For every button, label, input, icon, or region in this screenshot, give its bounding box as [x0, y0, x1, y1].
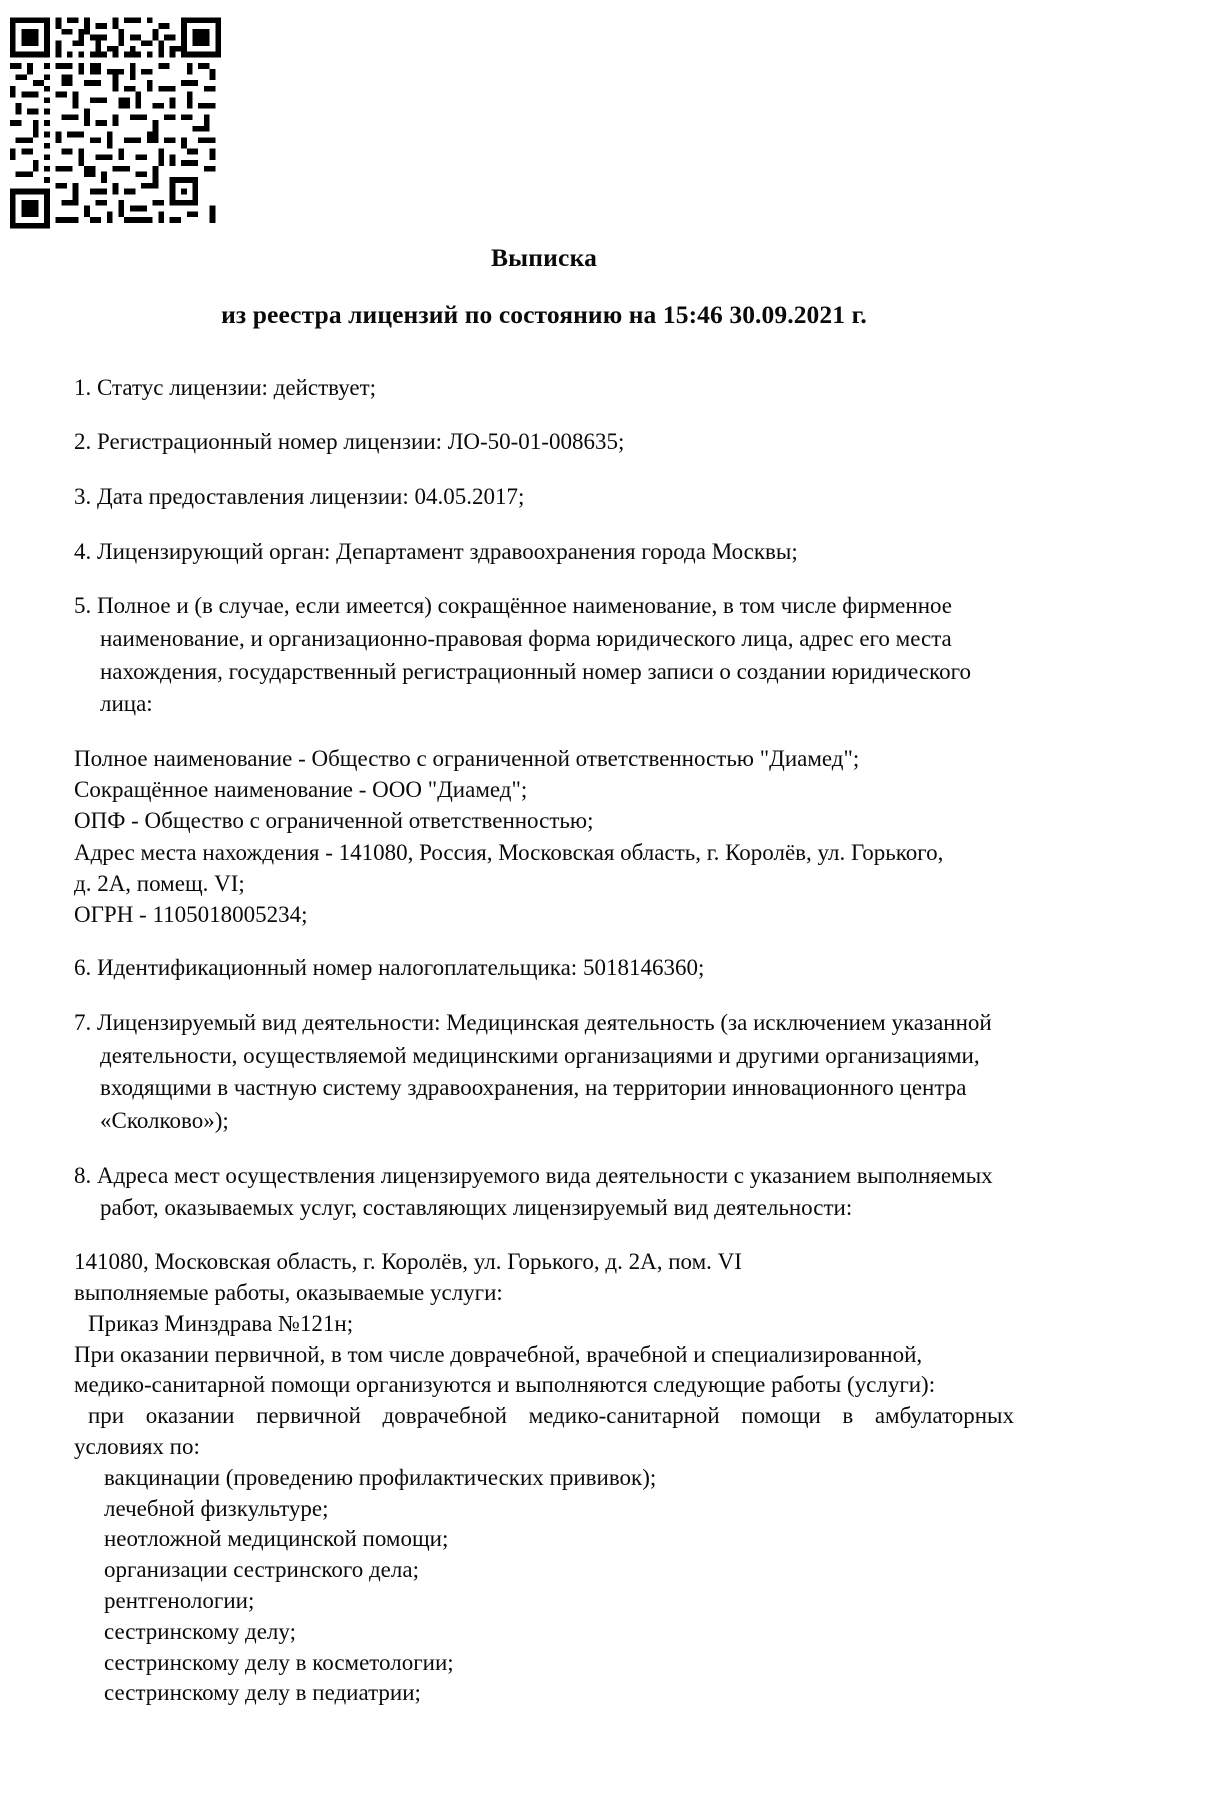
entity-address-line-2: д. 2А, помещ. VI;	[74, 870, 245, 896]
activity-address: 141080, Московская область, г. Королёв, ул. Горького, д. 2А, пом. VI	[74, 1249, 742, 1275]
service-item: неотложной медицинской помощи;	[104, 1526, 449, 1552]
item-8-activity-addresses-heading: 8. Адреса мест осуществления лицензируемого вида деятельности с указанием выполняемых работ, оказываемых услуг, составляющих лицензируемый вид деятельности:	[74, 1162, 993, 1221]
entity-details-block	[74, 743, 1014, 931]
page-subtitle: из реестра лицензий по состоянию на 15:46 30.09.2021 г.	[221, 300, 867, 330]
activity-details-block	[74, 1247, 1014, 1709]
condition-line-2: условиях по:	[74, 1433, 200, 1459]
service-item: сестринскому делу в косметологии;	[104, 1649, 454, 1675]
item-6-inn: 6. Идентификационный номер налогоплательщика: 5018146360;	[74, 955, 705, 981]
ministry-order: Приказ Минздрава №121н;	[88, 1310, 354, 1336]
service-item: организации сестринского дела;	[104, 1557, 419, 1583]
item-1-status: 1. Статус лицензии: действует;	[74, 374, 377, 400]
service-item: сестринскому делу;	[104, 1618, 296, 1644]
item-5-entity-name-heading: 5. Полное и (в случае, если имеется) сокращённое наименование, в том числе фирменное наименование, и организационно-правовая форма юридического лица, адрес его места нахождения, государственный регистрационный номер записи о создании юридического лица:	[74, 593, 972, 717]
item-2-license-number: 2. Регистрационный номер лицензии: ЛО-50-01-008635;	[74, 429, 625, 455]
document-body	[74, 243, 1014, 1709]
condition-line-1: при оказании первичной доврачебной медико-санитарной помощи в амбулаторных	[88, 1403, 1014, 1429]
qr-code	[10, 11, 221, 235]
entity-full-name: Полное наименование - Общество с ограниченной ответственностью "Диамед";	[74, 745, 860, 771]
item-3-issue-date: 3. Дата предоставления лицензии: 04.05.2017;	[74, 483, 525, 509]
page-title: Выписка	[490, 243, 598, 272]
item-7-licensed-activity: 7. Лицензируемый вид деятельности: Медицинская деятельность (за исключением указанной деятельности, осуществляемой медицинскими организациями и другими организациями, входящими в частную систему здравоохранения, на территории инновационного центра «Сколково»);	[74, 1010, 992, 1134]
entity-short-name: Сокращённое наименование - ООО "Диамед";	[74, 777, 528, 803]
entity-ogrn: ОГРН - 1105018005234;	[74, 902, 308, 928]
item-4-licensing-authority: 4. Лицензирующий орган: Департамент здравоохранения города Москвы;	[74, 538, 798, 564]
service-item: вакцинации (проведению профилактических прививок);	[104, 1464, 657, 1490]
intro-line-2: медико-санитарной помощи организуются и выполняются следующие работы (услуги):	[74, 1372, 936, 1398]
entity-address-line-1: Адрес места нахождения - 141080, Россия, Московская область, г. Королёв, ул. Горького,	[74, 839, 944, 865]
service-item: лечебной физкультуре;	[104, 1495, 329, 1521]
intro-line-1: При оказании первичной, в том числе доврачебной, врачебной и специализированной,	[74, 1341, 923, 1367]
works-header: выполняемые работы, оказываемые услуги:	[74, 1279, 503, 1305]
service-item: рентгенологии;	[104, 1588, 255, 1613]
service-item: сестринскому делу в педиатрии;	[104, 1680, 421, 1706]
entity-legal-form: ОПФ - Общество с ограниченной ответственностью;	[74, 808, 594, 834]
